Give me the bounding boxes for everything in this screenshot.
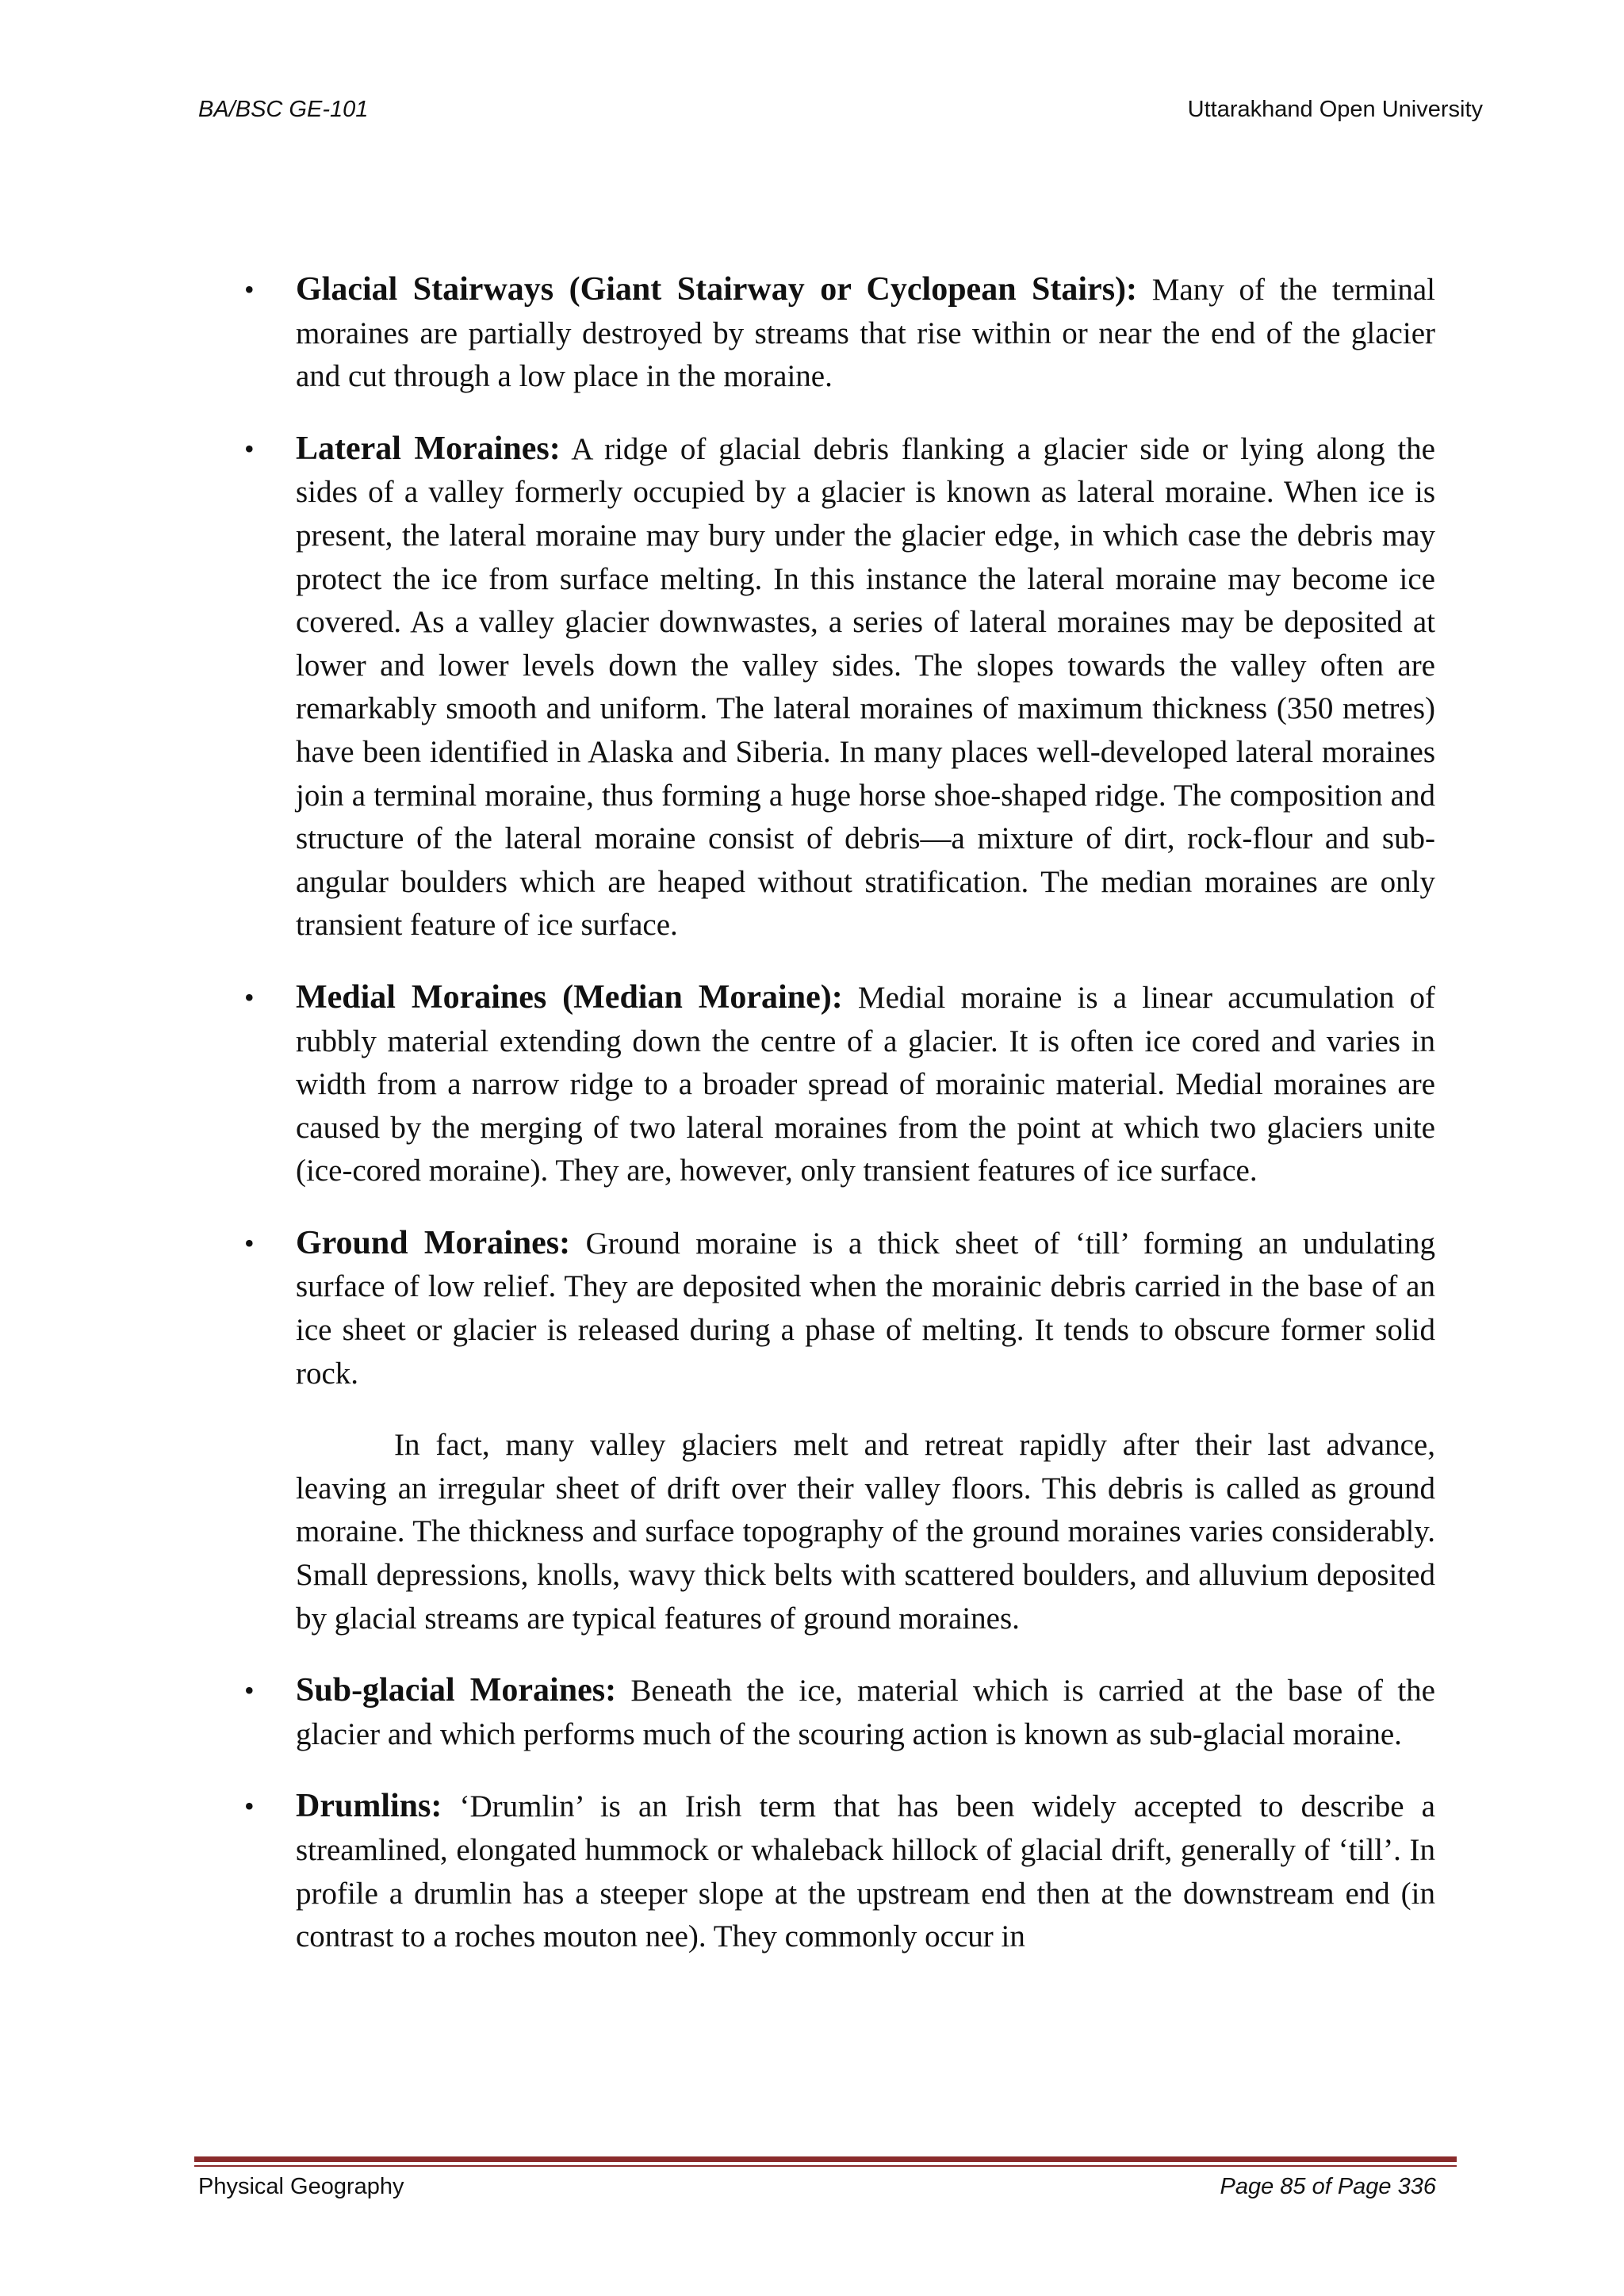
term-heading: Drumlins:: [296, 1788, 442, 1825]
list-item-ground-moraines: [230, 1222, 1435, 1395]
list-item-lateral-moraines: [230, 427, 1435, 947]
footer-page-number: Page 85 of Page 336: [1220, 2174, 1436, 2199]
bullet-icon: •: [244, 274, 255, 305]
list-item-glacial-stairways: [230, 268, 1435, 399]
term-heading: Glacial Stairways (Giant Stairway or Cyclopean Stairs):: [296, 271, 1138, 308]
list-item-sub-glacial-moraines: [230, 1669, 1435, 1756]
bullet-icon: •: [244, 1790, 255, 1823]
document-body: [230, 268, 1435, 1988]
footer-divider-thin: [194, 2165, 1457, 2167]
ground-moraine-paragraph: In fact, many valley glaciers melt and retreat rapidly after their last advance, leaving an irregular sheet of drift over their valley floors. This debris is called as ground moraine. The thickness and surface topography of the ground moraines varies considerably. Small depressions, knolls, wavy thick belts with scattered boulders, and alluvium deposited by glacial streams are typical features of ground moraines.: [296, 1428, 1435, 1636]
bullet-icon: •: [244, 432, 255, 465]
term-description: Ground moraine is a thick sheet of ‘till’ forming an undulating surface of low relief. They are deposited when the morainic debris carried in the base of an ice sheet or glacier is released during a phase of melting. It tends to obscure former solid rock.: [296, 1226, 1435, 1391]
term-description: A ridge of glacial debris flanking a glacier side or lying along the sides of a valley formerly occupied by a glacier is known as lateral moraine. When ice is present, the lateral moraine may bury under the glacier edge, in which case the debris may protect the ice from surface melting. In this instance the lateral moraine may become ice covered. As a valley glacier downwastes, a series of lateral moraines may be deposited at lower and lower levels down the valley sides. The slopes towards the valley often are remarkably smooth and uniform. The lateral moraines of maximum thickness (350 metres) have been identified in Alaska and Siberia. In many places well-developed lateral moraines join a terminal moraine, thus forming a huge horse shoe-shaped ridge. The composition and structure of the lateral moraine consist of debris—a mixture of dirt, rock-flour and sub-angular boulders which are heaped without stratification. The median moraines are only transient feature of ice surface.: [296, 431, 1435, 943]
term-heading: Ground Moraines:: [296, 1224, 571, 1261]
term-heading: Lateral Moraines:: [296, 430, 561, 467]
term-description: ‘Drumlin’ is an Irish term that has been widely accepted to describe a streamlined, elongated hummock or whaleback hillock of glacial drift, generally of ‘till’. In profile a drumlin has a steeper slope at the upstream end then at the downstream end (in contrast to a roches mouton nee). They commonly occur in: [296, 1789, 1435, 1954]
footer-divider: [194, 2156, 1457, 2162]
footer-subject: Physical Geography: [198, 2174, 404, 2199]
term-description: Beneath the ice, material which is carried at the base of the glacier and which performs much of the scouring action is known as sub-glacial moraine.: [296, 1674, 1435, 1751]
term-description: Medial moraine is a linear accumulation of rubbly material extending down the centre of a glacier. It is often ice cored and varies in width from a narrow ridge to a broader spread of morainic material. Medial moraines are caused by the merging of two lateral moraines from the point at which two glaciers unite (ice-cored moraine). They are, however, only transient features of ice surface.: [296, 980, 1435, 1188]
header-course-code: BA/BSC GE-101: [198, 97, 369, 122]
list-item-medial-moraines: [230, 976, 1435, 1193]
bullet-icon: •: [244, 1226, 255, 1259]
list-item-drumlins: [230, 1785, 1435, 1958]
term-description: Many of the terminal moraines are partially destroyed by streams that rise within or near the end of the glacier and cut through a low place in the moraine.: [296, 273, 1435, 394]
bullet-icon: •: [244, 1674, 255, 1707]
bullet-icon: •: [244, 981, 255, 1013]
term-heading: Medial Moraines (Median Moraine):: [296, 978, 843, 1016]
term-heading: Sub-glacial Moraines:: [296, 1672, 617, 1709]
header-university: Uttarakhand Open University: [1187, 97, 1483, 122]
